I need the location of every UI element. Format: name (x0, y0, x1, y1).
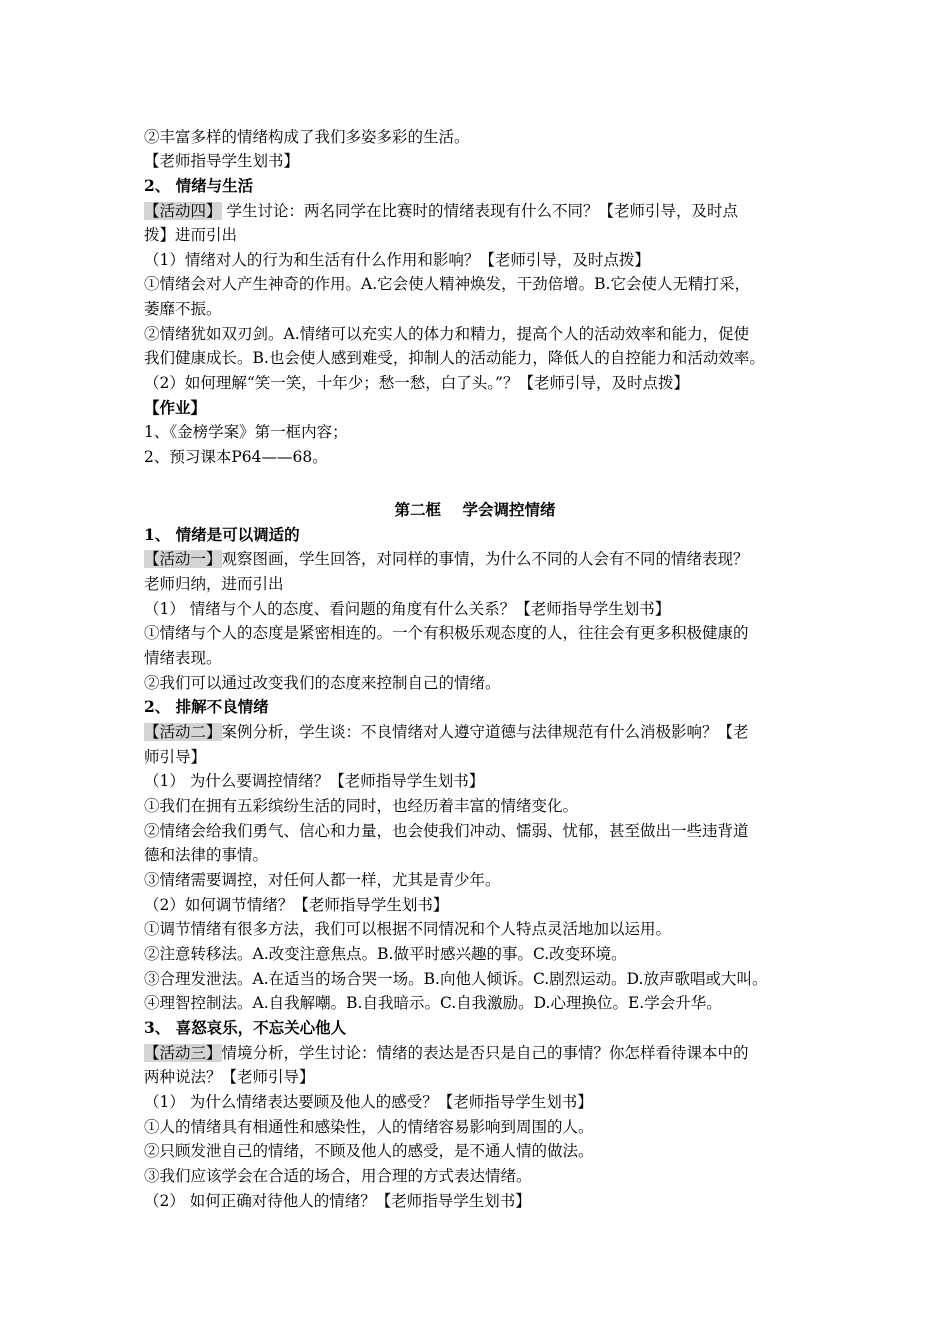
question-line: （2） 如何正确对待他人的情绪？【老师指导学生划书】 (144, 1192, 531, 1210)
activity-tag: 【活动一】 (144, 550, 222, 568)
section-heading: 3、 喜怒哀乐，不忘关心他人 (144, 1018, 347, 1037)
text-line: 萎靡不振。 (144, 300, 222, 318)
text-line: ①我们在拥有五彩缤纷生活的同时，也经历着丰富的情绪变化。 (144, 797, 579, 815)
text-line: ②丰富多样的情绪构成了我们多姿多彩的生活。 (144, 128, 470, 146)
section-heading: 2、 情绪与生活 (144, 176, 254, 195)
text-line: ②情绪会给我们勇气、信心和力量，也会使我们冲动、懦弱、忧郁，甚至做出一些违背道 (144, 822, 749, 840)
activity-tag: 【活动三】 (144, 1044, 222, 1062)
question-line: （1） 情绪与个人的态度、看问题的角度有什么关系？【老师指导学生划书】 (144, 600, 671, 618)
homework-item: 2、预习课本P64——68。 (144, 448, 328, 466)
section-heading: 1、 情绪是可以调适的 (144, 525, 300, 544)
activity-line: 【活动三】情境分析，学生讨论：情绪的表达是否只是自己的事情？你怎样看待课本中的 (144, 1044, 749, 1062)
activity-line: 【活动二】案例分析，学生谈：不良情绪对人遵守道德与法律规范有什么消极影响？【老 (144, 723, 749, 741)
text-line: 师引导】 (144, 748, 207, 766)
text-line: 【老师指导学生划书】 (144, 152, 300, 170)
activity-tag: 【活动二】 (144, 723, 222, 741)
text-line: ③合理发泄法。A.在适当的场合哭一场。B.向他人倾诉。C.剧烈运动。D.放声歌唱或大叫。 (144, 970, 768, 988)
question-line: （1） 为什么情绪表达要顾及他人的感受？【老师指导学生划书】 (144, 1093, 593, 1111)
text-line: ③我们应该学会在合适的场合，用合理的方式表达情绪。 (144, 1167, 532, 1185)
question-line: （1） 为什么要调控情绪？【老师指导学生划书】 (144, 772, 485, 790)
text-line: 我们健康成长。B.也会使人感到难受，抑制人的活动能力，降低人的自控能力和活动效率。 (144, 349, 765, 367)
text-line: 老师归纳，进而引出 (144, 575, 284, 593)
text-line: 两种说法？【老师引导】 (144, 1068, 315, 1086)
text-line: ①情绪会对人产生神奇的作用。A.它会使人精神焕发，干劲倍增。B.它会使人无精打采， (144, 275, 750, 293)
question-line: （2）如何理解“笑一笑，十年少；愁一愁，白了头。”？【老师引导，及时点拨】 (144, 374, 689, 392)
text-line: ①情绪与个人的态度是紧密相连的。一个有积极乐观态度的人，往往会有更多积极健康的 (144, 624, 749, 642)
text-line: 拨】进而引出 (144, 226, 238, 244)
text-line: ①人的情绪具有相通性和感染性，人的情绪容易影响到周围的人。 (144, 1118, 594, 1136)
question-line: （2）如何调节情绪？【老师指导学生划书】 (144, 896, 449, 914)
text-line: ④理智控制法。A.自我解嘲。B.自我暗示。C.自我激励。D.心理换位。E.学会升华。 (144, 994, 722, 1012)
activity-line: 【活动一】观察图画，学生回答，对同样的事情，为什么不同的人会有不同的情绪表现？ (144, 550, 749, 568)
activity-tag: 【活动四】 (144, 202, 222, 220)
text-line: 情绪表现。 (144, 649, 222, 667)
activity-line: 【活动四】 学生讨论：两名同学在比赛时的情绪表现有什么不同？【老师引导，及时点 (144, 202, 738, 220)
text-line: ①调节情绪有很多方法，我们可以根据不同情况和个人特点灵活地加以运用。 (144, 920, 672, 938)
homework-heading: 【作业】 (144, 398, 207, 417)
question-line: （1）情绪对人的行为和生活有什么作用和影响？【老师引导，及时点拨】 (144, 251, 650, 269)
homework-item: 1、《金榜学案》第一框内容； (144, 423, 348, 441)
text-line: ②我们可以通过改变我们的态度来控制自己的情绪。 (144, 674, 501, 692)
text-line: ②注意转移法。A.改变注意焦点。B.做平时感兴趣的事。C.改变环境。 (144, 945, 627, 963)
text-line: ②情绪犹如双刃剑。A.情绪可以充实人的体力和精力，提高个人的活动效率和能力，促使 (144, 325, 750, 343)
text-line: ②只顾发泄自己的情绪，不顾及他人的感受，是不通人情的做法。 (144, 1142, 594, 1160)
text-line: 德和法律的事情。 (144, 846, 269, 864)
section-heading: 2、 排解不良情绪 (144, 697, 269, 716)
text-line: ③情绪需要调控，对任何人都一样，尤其是青少年。 (144, 871, 501, 889)
section-title: 第二框 学会调控情绪 (394, 500, 556, 519)
